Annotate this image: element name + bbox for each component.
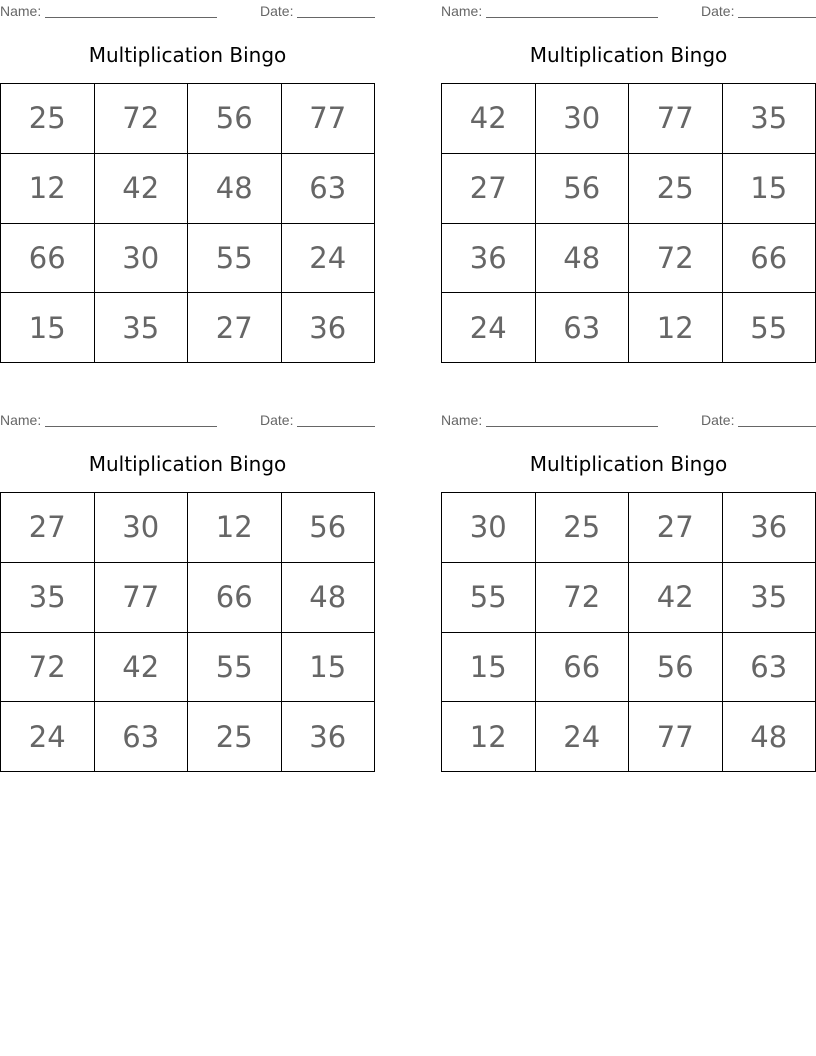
- bingo-cell: 24: [442, 293, 536, 363]
- bingo-cell: 63: [282, 154, 376, 224]
- bingo-card-4: [441, 409, 816, 773]
- bingo-cell: 24: [1, 702, 95, 772]
- card-title: Multiplication Bingo: [88, 452, 287, 476]
- name-field-line[interactable]: [486, 17, 658, 18]
- bingo-cell: 48: [723, 702, 816, 772]
- bingo-cell: 36: [442, 224, 536, 294]
- bingo-cell: 63: [95, 702, 189, 772]
- bingo-cell: 55: [723, 293, 816, 363]
- bingo-cell: 63: [536, 293, 630, 363]
- bingo-cell: 42: [95, 154, 189, 224]
- bingo-cell: 27: [442, 154, 536, 224]
- bingo-cell: 27: [188, 293, 282, 363]
- bingo-cell: 15: [723, 154, 816, 224]
- card-title: Multiplication Bingo: [529, 43, 728, 67]
- bingo-cell: 35: [723, 84, 816, 154]
- bingo-cell: 15: [442, 633, 536, 703]
- date-label: Date:: [260, 412, 294, 428]
- bingo-cell: 25: [536, 493, 630, 563]
- bingo-cell: 42: [442, 84, 536, 154]
- name-label: Name:: [0, 3, 42, 19]
- name-label: Name:: [0, 412, 42, 428]
- bingo-cell: 42: [629, 563, 723, 633]
- card-header: [0, 412, 375, 428]
- card-title: Multiplication Bingo: [88, 43, 287, 67]
- bingo-card-3: [0, 409, 375, 773]
- card-header: [441, 3, 816, 19]
- bingo-cell: 56: [629, 633, 723, 703]
- bingo-card-1: [0, 0, 375, 364]
- bingo-cell: 56: [188, 84, 282, 154]
- bingo-cell: 15: [282, 633, 376, 703]
- date-field-line[interactable]: [738, 17, 816, 18]
- bingo-cell: 55: [188, 224, 282, 294]
- date-label: Date:: [701, 412, 735, 428]
- bingo-grid: [441, 492, 816, 772]
- bingo-cell: 48: [536, 224, 630, 294]
- bingo-cell: 66: [1, 224, 95, 294]
- bingo-cell: 36: [282, 702, 376, 772]
- bingo-cell: 15: [1, 293, 95, 363]
- bingo-cell: 56: [536, 154, 630, 224]
- bingo-cell: 35: [723, 563, 816, 633]
- bingo-cell: 72: [536, 563, 630, 633]
- bingo-cell: 30: [442, 493, 536, 563]
- date-field-line[interactable]: [738, 426, 816, 427]
- date-field-line[interactable]: [297, 17, 375, 18]
- card-header: [441, 412, 816, 428]
- card-title: Multiplication Bingo: [529, 452, 728, 476]
- bingo-cell: 66: [188, 563, 282, 633]
- date-field-line[interactable]: [297, 426, 375, 427]
- bingo-cell: 36: [282, 293, 376, 363]
- bingo-cell: 72: [629, 224, 723, 294]
- card-header: [0, 3, 375, 19]
- bingo-cell: 55: [442, 563, 536, 633]
- bingo-cell: 25: [1, 84, 95, 154]
- bingo-cell: 42: [95, 633, 189, 703]
- bingo-cell: 77: [629, 84, 723, 154]
- bingo-cell: 27: [629, 493, 723, 563]
- name-field-line[interactable]: [45, 426, 217, 427]
- bingo-cell: 66: [536, 633, 630, 703]
- name-label: Name:: [441, 3, 483, 19]
- bingo-cell: 77: [95, 563, 189, 633]
- bingo-cell: 12: [442, 702, 536, 772]
- bingo-cell: 77: [629, 702, 723, 772]
- bingo-cell: 72: [95, 84, 189, 154]
- date-label: Date:: [260, 3, 294, 19]
- bingo-cell: 35: [95, 293, 189, 363]
- bingo-card-2: [441, 0, 816, 364]
- bingo-cell: 48: [188, 154, 282, 224]
- bingo-cell: 63: [723, 633, 816, 703]
- bingo-grid: [441, 83, 816, 363]
- name-label: Name:: [441, 412, 483, 428]
- bingo-cell: 30: [95, 493, 189, 563]
- bingo-cell: 72: [1, 633, 95, 703]
- bingo-cell: 24: [536, 702, 630, 772]
- bingo-cell: 35: [1, 563, 95, 633]
- name-field-line[interactable]: [45, 17, 217, 18]
- bingo-cell: 25: [188, 702, 282, 772]
- bingo-cell: 30: [536, 84, 630, 154]
- bingo-cell: 66: [723, 224, 816, 294]
- name-field-line[interactable]: [486, 426, 658, 427]
- bingo-cell: 55: [188, 633, 282, 703]
- bingo-cell: 12: [1, 154, 95, 224]
- bingo-cell: 36: [723, 493, 816, 563]
- date-label: Date:: [701, 3, 735, 19]
- bingo-cell: 27: [1, 493, 95, 563]
- bingo-grid: [0, 83, 375, 363]
- bingo-cell: 56: [282, 493, 376, 563]
- bingo-cell: 12: [629, 293, 723, 363]
- bingo-cell: 25: [629, 154, 723, 224]
- bingo-cell: 48: [282, 563, 376, 633]
- bingo-grid: [0, 492, 375, 772]
- bingo-cell: 77: [282, 84, 376, 154]
- bingo-cell: 12: [188, 493, 282, 563]
- bingo-cell: 30: [95, 224, 189, 294]
- bingo-cell: 24: [282, 224, 376, 294]
